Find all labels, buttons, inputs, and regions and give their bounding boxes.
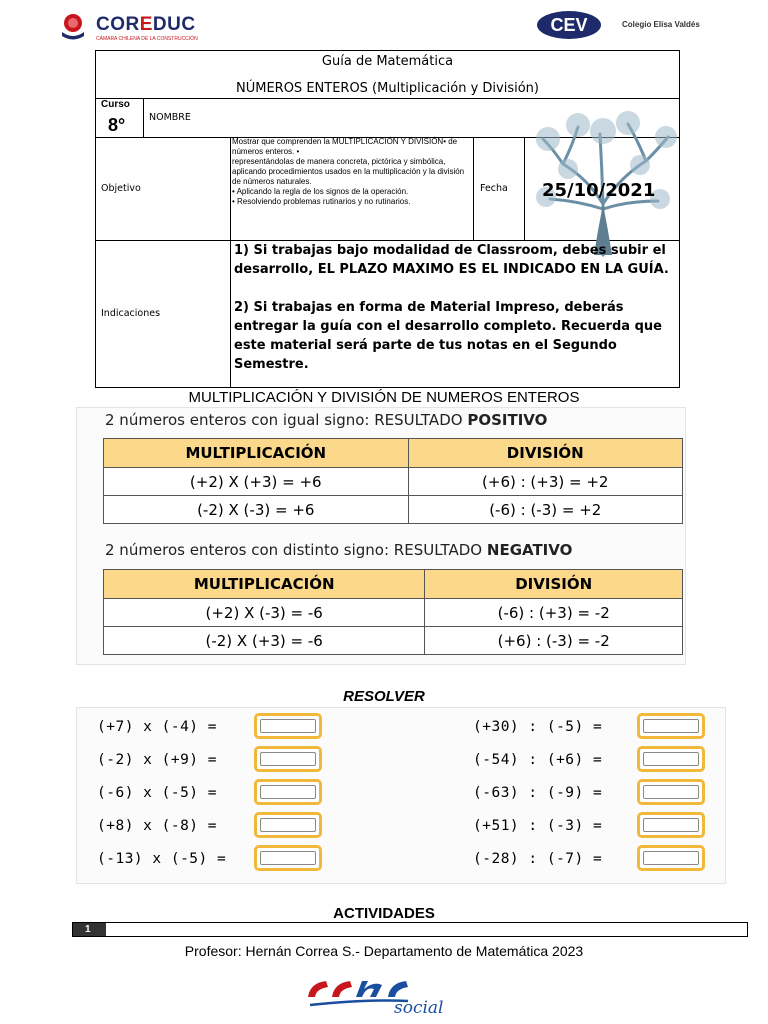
resolver-title: RESOLVER xyxy=(343,688,425,705)
answer-box[interactable] xyxy=(254,713,322,739)
page-number: 1 xyxy=(73,923,106,936)
exercise-expression: (-28) : (-7) = xyxy=(473,851,603,867)
objective-line: representándolas de manera concreta, pictórica y simbólica, aplicando procedimientos usados en la multiplicación y la división de números naturales. xyxy=(232,157,465,186)
answer-box[interactable] xyxy=(254,779,322,805)
objective-line: • Resolviendo problemas rutinarios y no rutinarios. xyxy=(232,197,411,206)
table-cell: (-2) X (+3) = -6 xyxy=(104,627,425,655)
table-cell: (-6) : (+3) = -2 xyxy=(425,599,683,627)
coreduc-emblem-icon xyxy=(58,12,88,42)
sign-rules xyxy=(76,407,686,665)
answer-box[interactable] xyxy=(637,845,705,871)
objective-line: • Aplicando la regla de los signos de la operación. xyxy=(232,187,409,196)
same-sign-caption: 2 números enteros con igual signo: RESULTADO POSITIVO xyxy=(105,411,548,429)
footer-text: Profesor: Hernán Correa S.- Departamento de Matemática 2023 xyxy=(184,943,584,959)
exercise-expression: (+51) : (-3) = xyxy=(473,818,603,834)
indication-item: 2) Si trabajas en forma de Material Impreso, deberás entregar la guía con el desarrollo completo. Recuerda que este material será parte de tus notas en el Segundo Semestre. xyxy=(234,300,662,372)
same-sign-result: POSITIVO xyxy=(467,411,548,429)
answer-box[interactable] xyxy=(637,713,705,739)
exercise-expression: (+30) : (-5) = xyxy=(473,719,603,735)
exercise-expression: (+8) x (-8) = xyxy=(97,818,217,834)
table-cell: (+2) X (-3) = -6 xyxy=(104,599,425,627)
guide-title: Guía de Matemática xyxy=(321,54,454,69)
indications-text xyxy=(234,241,672,374)
table-row xyxy=(104,627,683,655)
answer-box[interactable] xyxy=(637,812,705,838)
cev-logo xyxy=(536,10,602,40)
answer-box[interactable] xyxy=(637,779,705,805)
exercise-expression: (-6) x (-5) = xyxy=(97,785,217,801)
col-div-header: DIVISIÓN xyxy=(408,439,682,468)
col-mult-header: MULTIPLICACIÓN xyxy=(104,570,425,599)
curso-label: Curso xyxy=(101,99,130,110)
col-div-header: DIVISIÓN xyxy=(425,570,683,599)
guide-info-table xyxy=(95,50,680,388)
answer-box[interactable] xyxy=(254,845,322,871)
section-heading: MULTIPLICACIÓN Y DIVISIÓN DE NUMEROS ENTEROS xyxy=(188,389,580,406)
different-sign-caption: 2 números enteros con distinto signo: RESULTADO NEGATIVO xyxy=(105,541,573,559)
answer-box[interactable] xyxy=(254,812,322,838)
guide-subtitle: NÚMEROS ENTEROS (Multiplicación y División) xyxy=(236,81,539,96)
exercise-block xyxy=(76,707,726,884)
answer-box[interactable] xyxy=(254,746,322,772)
exercise-expression: (-2) x (+9) = xyxy=(97,752,217,768)
exercise-expression: (-54) : (+6) = xyxy=(473,752,603,768)
activities-title: ACTIVIDADES xyxy=(333,905,435,922)
col-mult-header: MULTIPLICACIÓN xyxy=(104,439,409,468)
nombre-label: NOMBRE xyxy=(149,112,191,123)
table-cell: (-6) : (-3) = +2 xyxy=(408,496,682,524)
objective-line: Mostrar que comprenden la MULTIPLICACIÓN Y DIVISIÓN• de números enteros. • xyxy=(232,137,458,156)
table-cell: (+6) : (+3) = +2 xyxy=(408,468,682,496)
exercise-expression: (-13) x (-5) = xyxy=(97,851,227,867)
same-sign-table xyxy=(103,438,683,524)
objetivo-label: Objetivo xyxy=(101,183,141,194)
table-row xyxy=(104,599,683,627)
school-name: Colegio Elisa Valdés xyxy=(622,20,700,29)
table-cell: (-2) X (-3) = +6 xyxy=(104,496,409,524)
indication-item: 1) Si trabajas bajo modalidad de Classroom, debes subir el desarrollo, EL PLAZO MAXIMO ES EL INDICADO EN LA GUÍA. xyxy=(234,243,669,277)
curso-value: 8° xyxy=(108,115,126,135)
exercise-expression: (+7) x (-4) = xyxy=(97,719,217,735)
cchc-social-logo xyxy=(298,975,472,1017)
table-row xyxy=(104,496,683,524)
table-cell: (+2) X (+3) = +6 xyxy=(104,468,409,496)
exercise-expression: (-63) : (-9) = xyxy=(473,785,603,801)
fecha-value: 25/10/2021 xyxy=(542,180,656,201)
answer-box[interactable] xyxy=(637,746,705,772)
indicaciones-label: Indicaciones xyxy=(101,308,161,319)
table-cell: (+6) : (-3) = -2 xyxy=(425,627,683,655)
coreduc-logo xyxy=(58,12,208,44)
activities-bar xyxy=(72,922,748,937)
coreduc-subtitle: CÁMARA CHILENA DE LA CONSTRUCCIÓN xyxy=(96,36,198,42)
cchc-logo-word: social xyxy=(394,998,444,1017)
different-sign-table xyxy=(103,569,683,655)
table-row xyxy=(104,468,683,496)
coreduc-wordmark: COREDUC xyxy=(96,14,196,35)
different-sign-result: NEGATIVO xyxy=(486,541,573,559)
fecha-label: Fecha xyxy=(480,183,508,194)
cev-logo-text: CEV xyxy=(550,15,588,35)
objective-text xyxy=(232,137,472,207)
